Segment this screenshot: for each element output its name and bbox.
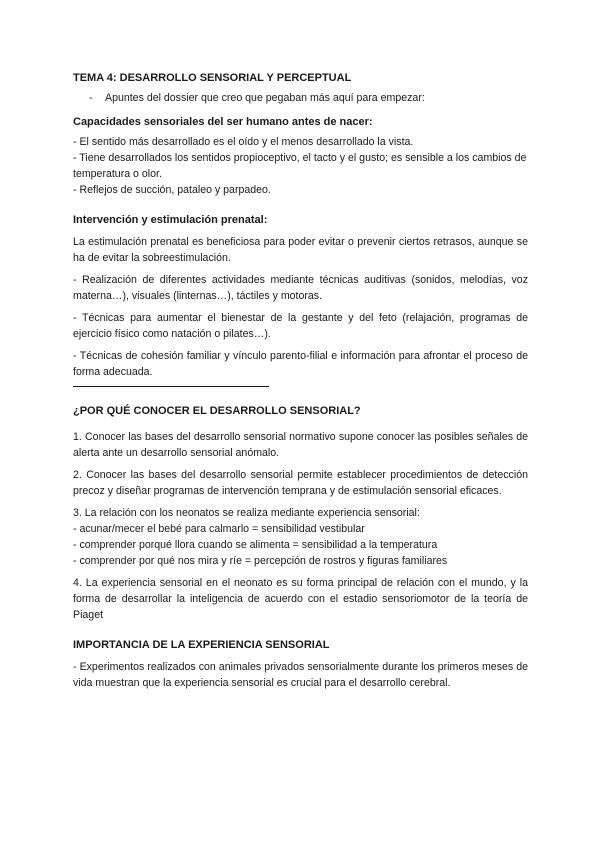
porque-paragraph-3-line: - comprender por qué nos mira y ríe = percepción de rostros y figuras familiares [73,555,448,567]
capacidades-line: - El sentido más desarrollado es el oído y el menos desarrollado la vista. [73,136,414,148]
porque-paragraph-2: 2. Conocer las bases del desarrollo sensorial permite establecer procedimientos de detección precoz y diseñar programas de intervención temprana y de estimulación sensorial eficaces. [73,469,528,497]
intervencion-paragraph: - Realización de diferentes actividades mediante técnicas auditivas (sonidos, melodías, voz materna…), visuales (linternas…), táctiles y motoras. [73,274,528,302]
capacidades-line: - Reflejos de succión, pataleo y parpadeo. [73,184,271,196]
importancia-heading: IMPORTANCIA DE LA EXPERIENCIA SENSORIAL [73,639,330,651]
capacidades-line: - Tiene desarrollados los sentidos propioceptivo, el tacto y el gusto; es sensible a los cambios de temperatura o olor. [73,152,527,180]
porque-paragraph-4: 4. La experiencia sensorial en el neonato es su forma principal de relación con el mundo, y la forma de desarrollar la inteligencia de acuerdo con el estadio sensoriomotor de la teoría de Piaget [73,577,528,621]
document-title: TEMA 4: DESARROLLO SENSORIAL Y PERCEPTUAL [73,72,352,84]
porque-paragraph-1: 1. Conocer las bases del desarrollo sensorial normativo supone conocer las posibles señales de alerta ante un desarrollo sensorial anómalo. [73,431,528,459]
intervencion-heading: Intervención y estimulación prenatal: [73,214,268,226]
porque-paragraph-3-line: - comprender porqué llora cuando se alimenta = sensibilidad a la temperatura [73,539,438,551]
importancia-paragraph: - Experimentos realizados con animales privados sensorialmente durante los primeros meses de vida muestran que la experiencia sensorial es crucial para el desarrollo cerebral. [73,661,528,689]
capacidades-heading: Capacidades sensoriales del ser humano antes de nacer: [73,116,373,128]
intro-bullet: - Apuntes del dossier que creo que pegaban más aquí para empezar: [89,90,528,106]
section-divider [73,384,269,387]
intervencion-paragraph: La estimulación prenatal es beneficiosa para poder evitar o prevenir ciertos retrasos, aunque se ha de evitar la sobreestimulación. [73,236,528,264]
porque-paragraph-3-line: - acunar/mecer el bebé para calmarlo = sensibilidad vestibular [73,523,365,535]
porque-heading: ¿POR QUÉ CONOCER EL DESARROLLO SENSORIAL? [73,405,361,417]
intervencion-paragraph: - Técnicas de cohesión familiar y vínculo parento-filial e información para afrontar el proceso de forma adecuada. [73,350,528,378]
document-page [73,70,528,691]
intervencion-paragraph: - Técnicas para aumentar el bienestar de la gestante y del feto (relajación, programas de ejercicio físico como natación o pilates…). [73,312,528,340]
porque-paragraph-3-line: 3. La relación con los neonatos se realiza mediante experiencia sensorial: [73,507,420,519]
